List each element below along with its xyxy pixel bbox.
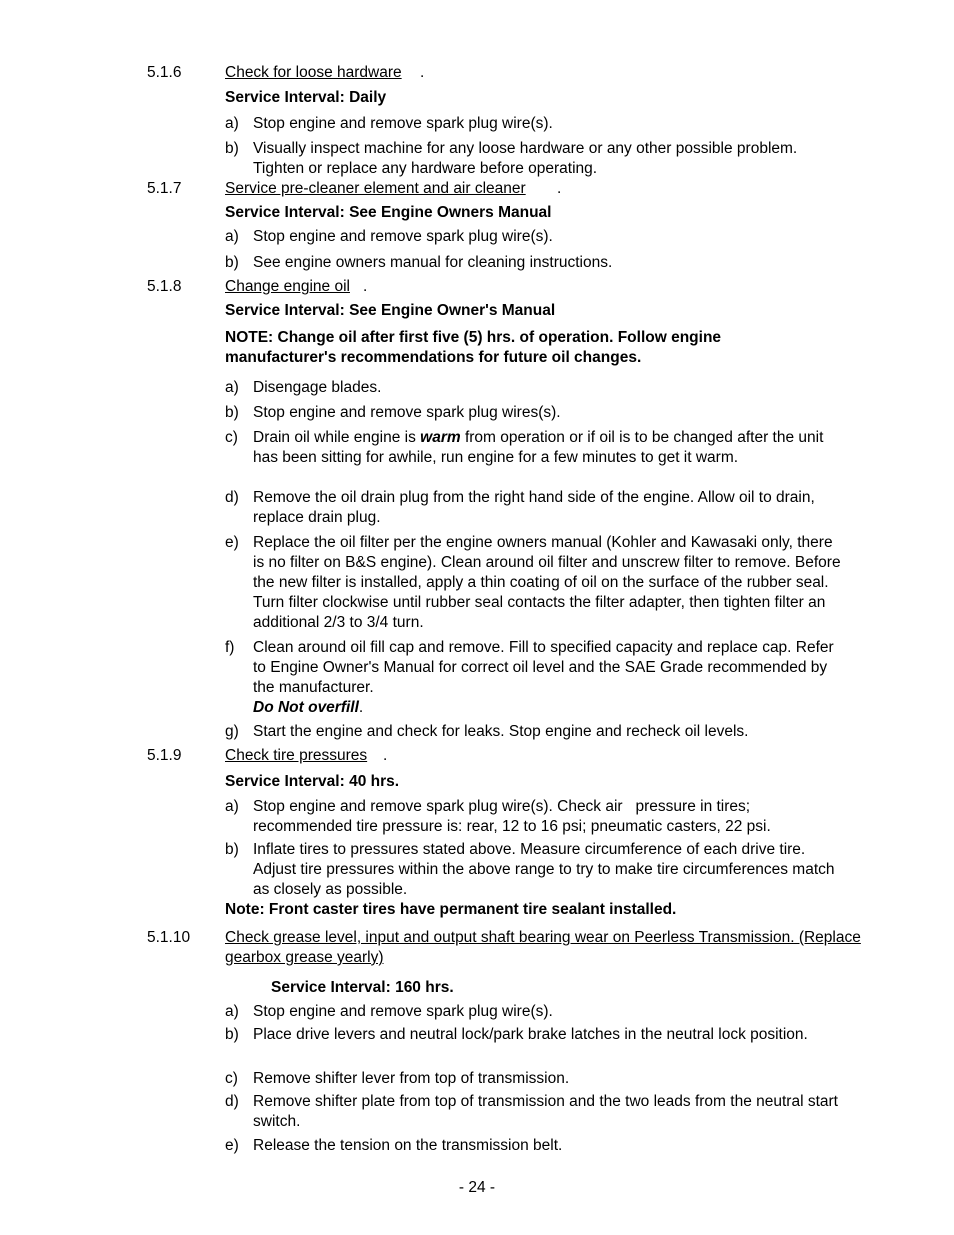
item-letter: b) bbox=[225, 140, 239, 157]
item-letter: a) bbox=[225, 1003, 239, 1020]
item-text: Stop engine and remove spark plug wires(s). bbox=[253, 404, 561, 421]
item-letter: b) bbox=[225, 404, 239, 421]
section-title: Check for loose hardware bbox=[225, 64, 402, 81]
item-letter: d) bbox=[225, 489, 239, 506]
item-text-end: from operation or if oil is to be changed after the unit has been sitting for awhile, run engine for a few minutes to get it warm. bbox=[253, 429, 824, 466]
item-text: Remove shifter lever from top of transmission. bbox=[253, 1070, 570, 1087]
item-text: Visually inspect machine for any loose hardware or any other possible problem. Tighten or replace any hardware before operating. bbox=[253, 140, 798, 177]
section-number: 5.1.6 bbox=[147, 64, 182, 81]
section-title: Service pre-cleaner element and air cleaner bbox=[225, 180, 526, 197]
section-number: 5.1.8 bbox=[147, 278, 182, 295]
item-text-main: Clean around oil fill cap and remove. Fill to specified capacity and replace cap. Refer to Engine Owner's Manual for correct oil level and the SAE Grade recommended by the manufacturer. bbox=[253, 639, 834, 696]
item-letter: e) bbox=[225, 534, 239, 551]
note: Note: Front caster tires have permanent tire sealant installed. bbox=[225, 901, 677, 918]
section-number: 5.1.10 bbox=[147, 929, 191, 946]
item-text: Release the tension on the transmission belt. bbox=[253, 1137, 563, 1154]
item-text: Place drive levers and neutral lock/park brake latches in the neutral lock position. bbox=[253, 1026, 808, 1043]
item-text: Stop engine and remove spark plug wire(s). bbox=[253, 1003, 553, 1020]
service-interval: Service Interval: See Engine Owners Manual bbox=[225, 204, 552, 221]
item-letter: c) bbox=[225, 429, 238, 446]
section-title: Check tire pressures bbox=[225, 747, 368, 764]
item-text: Inflate tires to pressures stated above. Measure circumference of each drive tire. Adjust tire pressures within the above range to try to make tire circumferences match as closely as possible. bbox=[253, 841, 835, 898]
section-number: 5.1.7 bbox=[147, 180, 182, 197]
item-text: Remove the oil drain plug from the right hand side of the engine. Allow oil to drain, replace drain plug. bbox=[253, 489, 815, 526]
service-interval: Service Interval: 160 hrs. bbox=[271, 979, 454, 996]
emphasis-warm: warm bbox=[420, 429, 461, 446]
service-interval: Service Interval: Daily bbox=[225, 89, 387, 106]
service-interval: Service Interval: 40 hrs. bbox=[225, 773, 400, 790]
item-letter: g) bbox=[225, 723, 239, 740]
item-letter: a) bbox=[225, 379, 239, 396]
title-period: . bbox=[420, 64, 425, 81]
item-letter: d) bbox=[225, 1093, 239, 1110]
item-text-start: Drain oil while engine is bbox=[253, 429, 421, 446]
item-letter: f) bbox=[225, 639, 235, 656]
item-letter: a) bbox=[225, 798, 239, 815]
emphasis-tail: . bbox=[358, 699, 364, 716]
item-text: Stop engine and remove spark plug wire(s). bbox=[253, 115, 553, 132]
item-text bbox=[253, 428, 843, 468]
section-title: Change engine oil bbox=[225, 278, 350, 295]
item-letter: a) bbox=[225, 115, 239, 132]
service-interval: Service Interval: See Engine Owner's Manual bbox=[225, 302, 556, 319]
item-text: Remove shifter plate from top of transmission and the two leads from the neutral start switch. bbox=[253, 1093, 838, 1130]
title-period: . bbox=[363, 278, 368, 295]
item-text: Stop engine and remove spark plug wire(s). Check air pressure in tires; recommended tire pressure is: rear, 12 to 16 psi; pneumatic casters, 22 psi. bbox=[253, 798, 771, 835]
item-text: Disengage blades. bbox=[253, 379, 382, 396]
item-text: See engine owners manual for cleaning instructions. bbox=[253, 254, 613, 271]
item-letter: e) bbox=[225, 1137, 239, 1154]
item-text bbox=[253, 638, 843, 718]
title-period: . bbox=[557, 180, 562, 197]
item-letter: a) bbox=[225, 228, 239, 245]
section-title: Check grease level, input and output shaft bearing wear on Peerless Transmission. (Replace gearbox grease yearly) bbox=[225, 929, 861, 966]
item-text: Replace the oil filter per the engine owners manual (Kohler and Kawasaki only, there is no filter on B&S engine). Clean around oil filter and unscrew filter to remove. Before the new filter is installed, apply a thin coating of oil on the surface of the rubber seal. Turn filter clockwise until rubber seal contacts the filter adapter, then tighten filter an additional 2/3 to 3/4 turn. bbox=[253, 534, 841, 631]
page-number: - 24 - bbox=[458, 1179, 496, 1196]
item-letter: b) bbox=[225, 1026, 239, 1043]
item-letter: b) bbox=[225, 841, 239, 858]
item-letter: b) bbox=[225, 254, 239, 271]
item-text: Start the engine and check for leaks. Stop engine and recheck oil levels. bbox=[253, 723, 749, 740]
item-text: Stop engine and remove spark plug wire(s). bbox=[253, 228, 553, 245]
title-period: . bbox=[383, 747, 388, 764]
item-letter: c) bbox=[225, 1070, 238, 1087]
section-number: 5.1.9 bbox=[147, 747, 182, 764]
emphasis-do-not-overfill: Do Not overfill bbox=[253, 699, 359, 716]
note: NOTE: Change oil after first five (5) hrs. of operation. Follow engine manufacturer's recommendations for future oil changes. bbox=[225, 329, 722, 366]
